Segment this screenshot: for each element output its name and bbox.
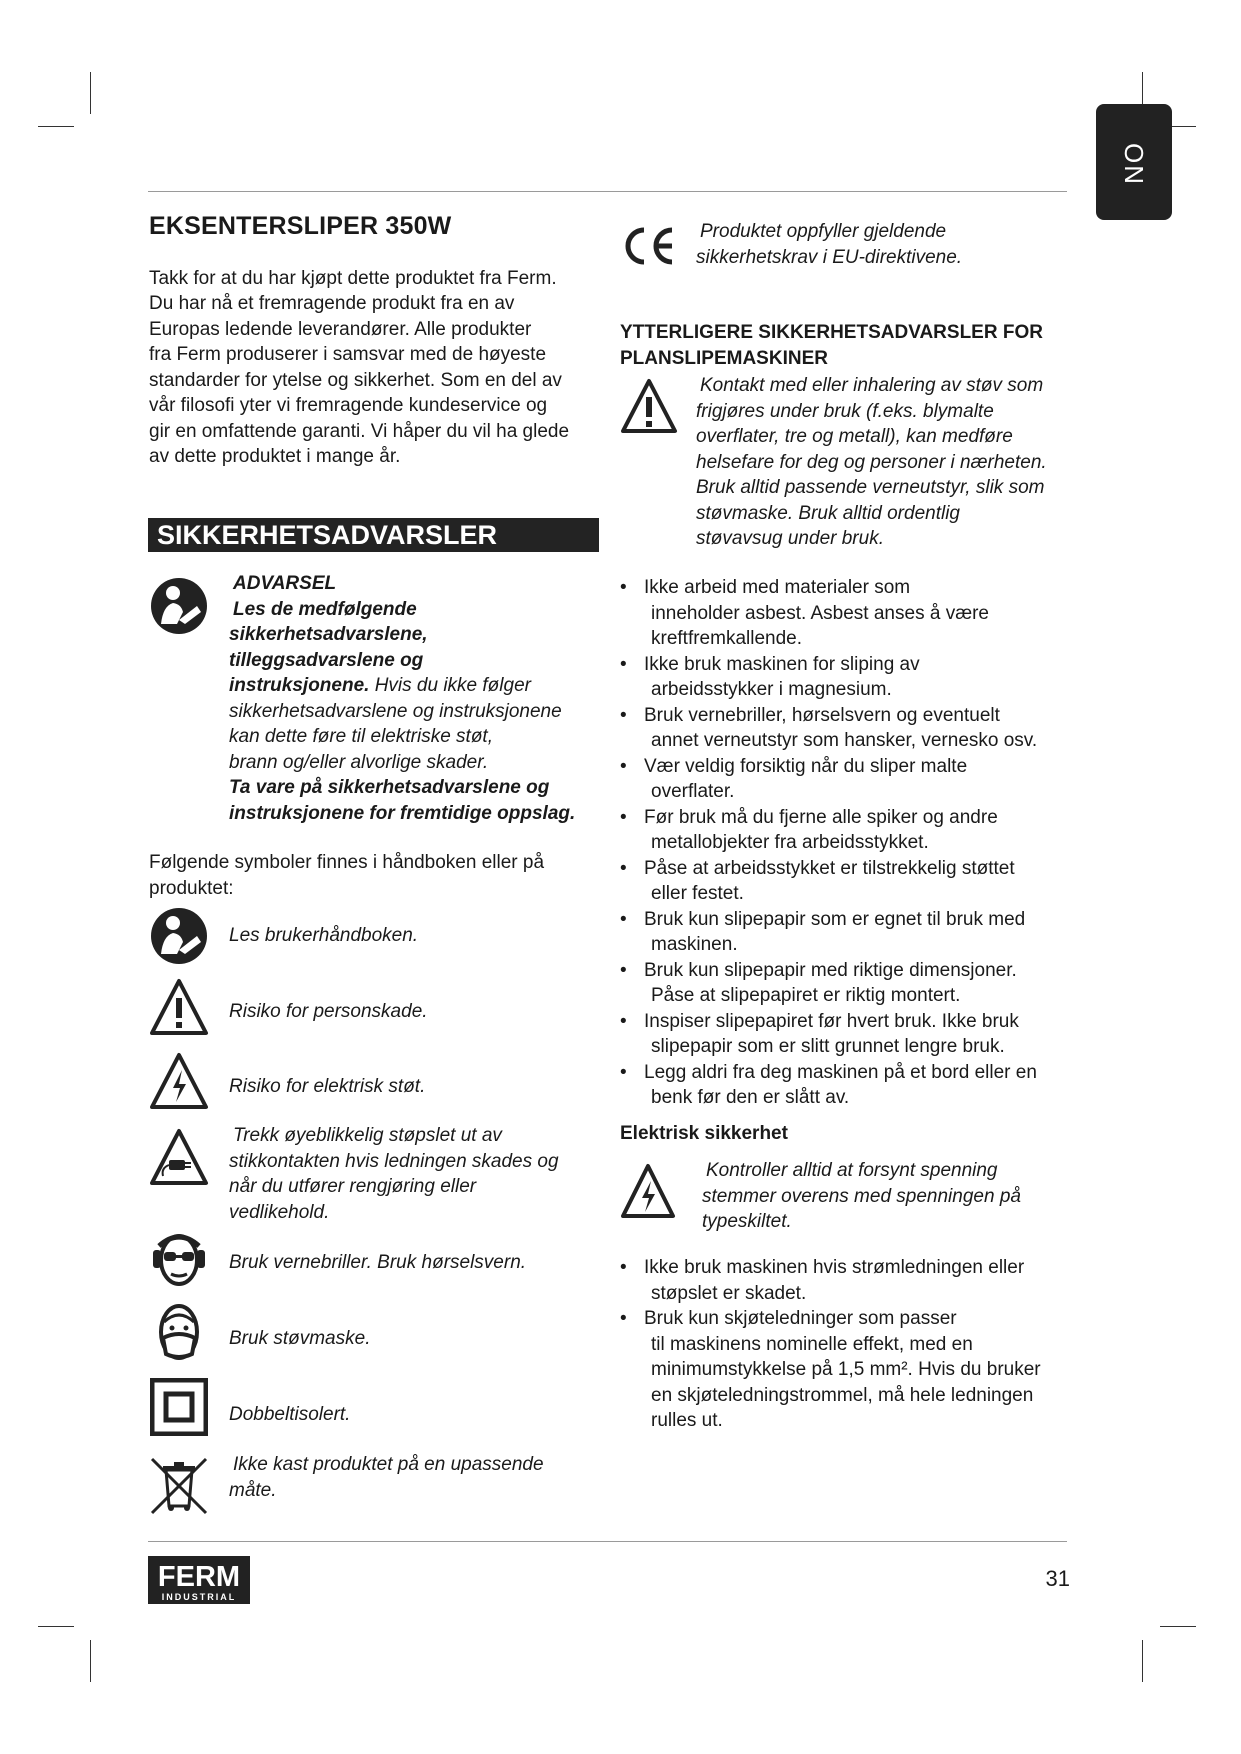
warning-block	[229, 571, 604, 826]
electrical-bullet-list	[620, 1255, 1070, 1434]
intro-line: standarder for ytelse og sikkerhet. Som en del av	[149, 369, 562, 391]
crop-mark	[90, 1640, 91, 1682]
warning-manual-symbol	[149, 576, 209, 636]
list-item-line: til maskinens nominelle effekt, med en	[651, 1333, 973, 1355]
list-item-line: minimumstykkelse på 1,5 mm². Hvis du bruker	[651, 1359, 1041, 1380]
symbol-text: Bruk støvmaske.	[229, 1328, 371, 1349]
list-item	[620, 1306, 1070, 1434]
symbol-text: Risiko for personskade.	[229, 1001, 428, 1022]
list-item-line: kreftfremkallende.	[651, 628, 803, 649]
crop-mark	[38, 126, 74, 127]
intro-line: vår filosofi yter vi fremragende kundeservice og	[149, 395, 548, 416]
additional-line: Bruk alltid passende verneutstyr, slik som	[696, 477, 1045, 498]
additional-line: helsefare for deg og personer i nærheten.	[696, 451, 1047, 473]
list-item	[620, 1060, 1070, 1111]
list-item	[620, 575, 1070, 652]
list-item-line: inneholder asbest. Asbest anses å være	[651, 602, 989, 624]
symbol-text: Dobbeltisolert.	[229, 1404, 351, 1425]
unplug-icon	[149, 1128, 209, 1186]
additional-line: støvmaske. Bruk alltid ordentlig	[696, 502, 960, 524]
ce-mark-icon	[620, 224, 678, 268]
double-insulated-icon	[150, 1378, 208, 1436]
electrical-heading: Elektrisk sikkerhet	[620, 1123, 788, 1144]
ce-line: Produktet oppfyller gjeldende	[700, 221, 947, 242]
weee-bin-icon	[149, 1456, 209, 1516]
warning-triangle-icon	[149, 978, 209, 1036]
ferm-logo	[148, 1556, 250, 1604]
list-item-line: annet verneutstyr som hansker, vernesko osv.	[651, 730, 1038, 751]
list-item-line: maskinen.	[651, 934, 738, 955]
header-rule	[148, 191, 1067, 192]
list-item-line: støpslet er skadet.	[651, 1282, 807, 1304]
symbols-intro	[149, 850, 599, 901]
list-item-line: Påse at slipepapiret er riktig montert.	[651, 985, 961, 1006]
electrical-line: typeskiltet.	[702, 1211, 792, 1232]
symbol-text-line: Trekk øyeblikkelig støpslet ut av	[233, 1125, 502, 1146]
warning-mixed-bold: instruksjonene.	[229, 675, 370, 696]
warning-body-line: kan dette føre til elektriske støt,	[229, 726, 493, 747]
list-item-line: Inspiser slipepapiret før hvert bruk. Ikke bruk	[644, 1010, 1019, 1032]
warning-body-line: brann og/eller alvorlige skader.	[229, 751, 489, 773]
list-item-line: Bruk kun slipepapir som er egnet til bruk med	[644, 908, 1026, 930]
warning-bold-line: sikkerhetsadvarslene,	[229, 624, 428, 645]
additional-heading-line: PLANSLIPEMASKINER	[620, 347, 828, 369]
warning-closing-line: Ta vare på sikkerhetsadvarslene og	[229, 777, 550, 798]
warning-bold-line: tilleggsadvarslene og	[229, 649, 424, 671]
symbol-weee	[149, 1456, 209, 1516]
list-item-line: Ikke bruk maskinen for sliping av	[644, 653, 920, 675]
list-item	[620, 805, 1070, 856]
symbol-electric	[149, 1052, 209, 1110]
warning-body-line: sikkerhetsadvarslene og instruksjonene	[229, 700, 562, 722]
list-item-line: arbeidsstykker i magnesium.	[651, 679, 892, 700]
list-item-line: Ikke arbeid med materialer som	[644, 577, 911, 598]
symbol-text-line: vedlikehold.	[229, 1201, 330, 1223]
intro-line: fra Ferm produserer i samsvar med de høyeste	[149, 344, 547, 365]
symbol-text: Risiko for elektrisk støt.	[229, 1076, 426, 1097]
intro-line: av dette produktet i mange år.	[149, 446, 401, 467]
electrical-warning-text	[702, 1158, 1082, 1235]
safety-bullet-list	[620, 575, 1070, 1111]
additional-heading-line: YTTERLIGERE SIKKERHETSADVARSLER FOR	[620, 322, 1043, 343]
electrical-warning-symbol	[620, 1163, 676, 1224]
list-item-line: Bruk vernebriller, hørselsvern og eventuelt	[644, 704, 1000, 726]
crop-mark	[1142, 1640, 1143, 1682]
symbol-text-line: Ikke kast produktet på en upassende	[233, 1454, 544, 1475]
svg-text:INDUSTRIAL: INDUSTRIAL	[161, 1592, 237, 1602]
list-item-line: eller festet.	[651, 883, 744, 904]
list-item-line: slipepapir som er slitt grunnet lengre bruk.	[651, 1036, 1005, 1057]
list-item-line: Ikke bruk maskinen hvis strømledningen eller	[644, 1257, 1025, 1278]
list-item-line: Bruk kun skjøteledninger som passer	[644, 1308, 957, 1329]
list-item	[620, 1009, 1070, 1060]
list-item	[620, 958, 1070, 1009]
list-item-line: Påse at arbeidsstykket er tilstrekkelig støttet	[644, 857, 1015, 879]
crop-mark	[38, 1626, 74, 1627]
list-item-line: overflater.	[651, 781, 735, 802]
intro-line: Takk for at du har kjøpt dette produktet fra Ferm.	[149, 267, 557, 289]
warning-mixed-line	[229, 673, 604, 699]
list-item-line: Bruk kun slipepapir med riktige dimensjoner.	[644, 959, 1017, 981]
symbol-text: Les brukerhåndboken.	[229, 925, 419, 946]
warning-heading: ADVARSEL	[233, 573, 337, 594]
page-number: 31	[1045, 1566, 1070, 1591]
language-tab-label: NO	[1118, 140, 1149, 184]
crop-mark	[1160, 1626, 1196, 1627]
list-item	[620, 907, 1070, 958]
symbol-text-line: måte.	[229, 1479, 277, 1501]
symbol-weee-text	[229, 1452, 604, 1503]
symbol-goggles	[149, 1230, 209, 1290]
ce-mark	[620, 224, 678, 273]
symbol-dust-mask	[149, 1302, 209, 1362]
list-item-line: Legg aldri fra deg maskinen på et bord eller en	[644, 1061, 1037, 1083]
warning-triangle-icon	[620, 378, 678, 434]
section-banner: SIKKERHETSADVARSLER	[148, 518, 599, 552]
language-tab	[1096, 104, 1172, 220]
list-item-line: Før bruk må du fjerne alle spiker og andre	[644, 806, 998, 828]
intro-line: Europas ledende leverandører. Alle produkter	[149, 318, 532, 340]
additional-line: Kontakt med eller inhalering av støv som	[700, 375, 1044, 396]
list-item-line: rulles ut.	[651, 1410, 723, 1431]
symbol-warning	[149, 978, 209, 1036]
symbol-manual	[149, 906, 209, 966]
symbol-unplug	[149, 1128, 209, 1186]
ce-line: sikkerhetskrav i EU-direktivene.	[696, 246, 963, 268]
list-item	[620, 703, 1070, 754]
page-title: EKSENTERSLIPER 350W	[149, 212, 452, 240]
dust-mask-icon	[154, 1302, 204, 1362]
symbols-intro-line: Følgende symboler finnes i håndboken eller på	[149, 852, 545, 873]
additional-line: støvavsug under bruk.	[696, 528, 884, 549]
additional-warning-text	[696, 373, 1081, 552]
list-item-line: Vær veldig forsiktig når du sliper malte	[644, 755, 968, 777]
manual-icon	[149, 576, 209, 636]
electrical-line: stemmer overens med spenningen på	[702, 1185, 1021, 1207]
warning-bold-line: Les de medfølgende	[233, 598, 417, 620]
symbol-text: Bruk vernebriller. Bruk hørselsvern.	[229, 1252, 527, 1273]
list-item-line: metallobjekter fra arbeidsstykket.	[651, 832, 929, 853]
list-item-line: benk før den er slått av.	[651, 1087, 850, 1108]
additional-warning-symbol	[620, 378, 678, 439]
intro-line: Du har nå et fremragende produkt fra en av	[149, 293, 515, 314]
additional-line: overflater, tre og metall), kan medføre	[696, 426, 1013, 447]
electric-shock-icon	[620, 1163, 676, 1219]
electrical-line: Kontroller alltid at forsynt spenning	[706, 1160, 998, 1181]
warning-closing-line: instruksjonene for fremtidige oppslag.	[229, 802, 576, 824]
symbols-intro-line: produktet:	[149, 877, 234, 899]
symbol-double-insulated	[149, 1378, 209, 1436]
manual-icon	[149, 906, 209, 966]
list-item	[620, 1255, 1070, 1306]
symbol-text-line: når du utfører rengjøring eller	[229, 1176, 477, 1197]
additional-heading	[620, 320, 1070, 371]
additional-line: frigjøres under bruk (f.eks. blymalte	[696, 400, 994, 422]
ce-text	[696, 219, 1076, 270]
list-item-line: en skjøteledningstrommel, må hele ledningen	[651, 1384, 1034, 1406]
symbol-unplug-text	[229, 1123, 604, 1225]
list-item	[620, 754, 1070, 805]
list-item	[620, 856, 1070, 907]
footer-rule	[148, 1541, 1067, 1542]
left-intro	[149, 214, 599, 470]
crop-mark	[90, 72, 91, 114]
list-item	[620, 652, 1070, 703]
warning-mixed-rest: Hvis du ikke følger	[369, 675, 531, 696]
svg-text:FERM: FERM	[157, 1561, 241, 1593]
electric-shock-icon	[149, 1052, 209, 1110]
intro-line: gir en omfattende garanti. Vi håper du vil ha glede	[149, 420, 570, 442]
goggles-earmuffs-icon	[151, 1230, 207, 1290]
symbol-text-line: stikkontakten hvis ledningen skades og	[229, 1150, 559, 1172]
